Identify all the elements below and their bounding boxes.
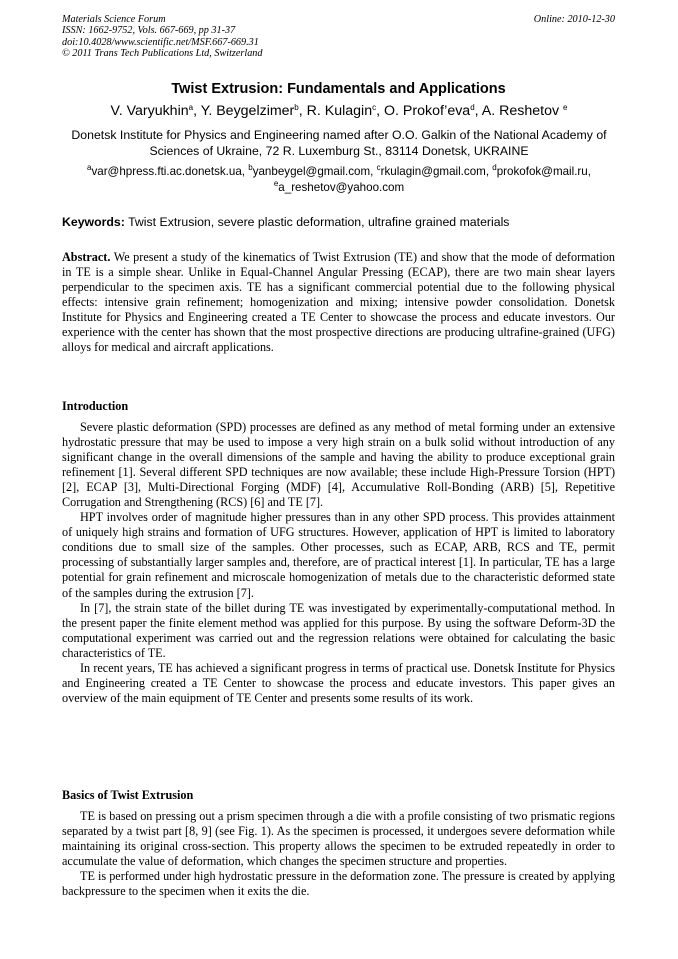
- author-name: A. Reshetov: [481, 103, 560, 119]
- author-sup: b: [294, 103, 299, 112]
- copyright-line: © 2011 Trans Tech Publications Ltd, Switzerland: [62, 47, 263, 59]
- paragraph: HPT involves order of magnitude higher pressures than in any other SPD process. This provides attainment of uniquely high strains and formation of UFG structures. However, application of HPT is limited to laboratory conditions due to small size of the samples. Other processes, such as ECAP, ARB, RCS and TE, permit processing of substantially larger samples and, therefore, are of practical interest [1]. In particular, TE has a large potential for grain refinement and microscale homogenization of metals due to the characteristic deformed state of the samples during the extrusion [7].: [62, 510, 615, 600]
- author-sup: e: [563, 103, 568, 112]
- affiliation: Donetsk Institute for Physics and Engineering named after O.O. Galkin of the National Academy of Sciences of Ukraine, 72 R. Luxemburg St., 83114 Donetsk, UKRAINE: [71, 128, 607, 158]
- paragraph: Severe plastic deformation (SPD) processes are defined as any method of metal forming under an extensive hydrostatic pressure that may be used to impose a very high strain on a bulk solid without introduction of any significant change in the overall dimensions of the sample and having the ability to produce exceptional grain refinement [1]. Several different SPD techniques are now available; these include High-Pressure Torsion (HPT) [2], ECAP [3], Multi-Directional Forging (MDF) [4], Accumulative Roll-Bonding (ARB) [5], Repetitive Corrugation and Strengthening (RCS) [6] and TE [7].: [62, 420, 615, 510]
- author-name: Y. Beygelzimer: [200, 103, 295, 119]
- email-address[interactable]: prokofok@mail.ru: [496, 165, 588, 178]
- author-name: R. Kulagin: [306, 103, 373, 119]
- email-sup: b: [248, 163, 253, 172]
- keywords-text: Twist Extrusion, severe plastic deformation, ultrafine grained materials: [128, 215, 510, 229]
- author-sup: d: [470, 103, 475, 112]
- abstract-text: We present a study of the kinematics of Twist Extrusion (TE) and show that the mode of deformation in TE is a simple shear. Unlike in Equal-Channel Angular Pressing (ECAP), there are two main shear layers perpendicular to the specimen axis. TE has a significant commercial potential due to the following physical effects: intensive grain refinement; homogenization and mixing; intensive powder consolidation. Donetsk Institute for Physics and Engineering created a TE Center to showcase the process and educate investors. Our experience with the center has shown that the most prospective directions are producing ultrafine-grained (UFG) alloys for medical and aircraft applications.: [62, 250, 615, 355]
- abstract: [62, 250, 615, 355]
- introduction-body: [62, 420, 615, 706]
- email-list: $^a$var@hpress.fti.ac.donetsk.ua, $^b$yanbeygel@gmail.com, $^c$rkulagin@gmail.com, $^d$prokofok@mail.ru, $^e$a_reshetov@yahoo.com: [87, 163, 591, 194]
- journal-header: [62, 14, 615, 59]
- author-list: V. Varyukhin$^a$, Y. Beygelzimer$^b$, R. Kulagin$^c$, O. Prokof’eva$^d$, A. Reshetov $^e$: [110, 103, 568, 119]
- email-sup: a: [87, 163, 92, 172]
- paragraph: TE is based on pressing out a prism specimen through a die with a profile consisting of two prismatic regions separated by a twist part [8, 9] (see Fig. 1). As the specimen is processed, it undergoes severe deformation while maintaining its original cross-section. This property allows the specimen to be extruded repeatedly in order to accumulate the value of deformation, which changes the specimen structure and properties.: [62, 809, 615, 869]
- author-sup: a: [188, 103, 194, 112]
- basics-heading: Basics of Twist Extrusion: [62, 788, 194, 802]
- keywords: [62, 215, 622, 230]
- keywords-label: Keywords:: [62, 215, 125, 229]
- paragraph: In recent years, TE has achieved a significant progress in terms of practical use. Donetsk Institute for Physics and Engineering created a TE Center to showcase the process and educate investors. This paper gives an overview of the main equipment of TE Center and presents some results of its work.: [62, 660, 615, 705]
- email-address[interactable]: yanbeygel@gmail.com: [252, 165, 371, 178]
- email-sup: d: [492, 163, 497, 172]
- issn-line: ISSN: 1662-9752, Vols. 667-669, pp 31-37: [62, 25, 236, 37]
- paper-title: Twist Extrusion: Fundamentals and Applications: [171, 81, 506, 97]
- introduction-heading: Introduction: [62, 399, 129, 413]
- online-date: Online: 2010-12-30: [533, 14, 615, 25]
- journal-name: Materials Science Forum: [62, 14, 166, 25]
- email-address[interactable]: rkulagin@gmail.com: [380, 165, 486, 178]
- email-sup: e: [273, 178, 279, 188]
- email-address[interactable]: a_reshetov@yahoo.com: [278, 180, 405, 194]
- paragraph: TE is performed under high hydrostatic pressure in the deformation zone. The pressure is created by applying backpressure to the specimen when it exits the die.: [62, 869, 615, 899]
- email-address[interactable]: var@hpress.fti.ac.donetsk.ua: [91, 165, 242, 178]
- author-name: O. Prokof’eva: [383, 103, 471, 119]
- author-sup: c: [372, 103, 377, 112]
- abstract-label: Abstract.: [62, 250, 111, 264]
- author-name: V. Varyukhin: [110, 103, 189, 119]
- doi-line: doi:10.4028/www.scientific.net/MSF.667-669.31: [62, 36, 259, 48]
- email-sup: c: [376, 163, 381, 172]
- paragraph: In [7], the strain state of the billet during TE was investigated by experimentally-computational method. In the present paper the finite element method was applied for this purpose. By using the software Deform-3D the computational experiment was carried out and the regression relations were obtained for calculating the basic characteristics of TE.: [62, 600, 615, 660]
- basics-body: [62, 809, 615, 899]
